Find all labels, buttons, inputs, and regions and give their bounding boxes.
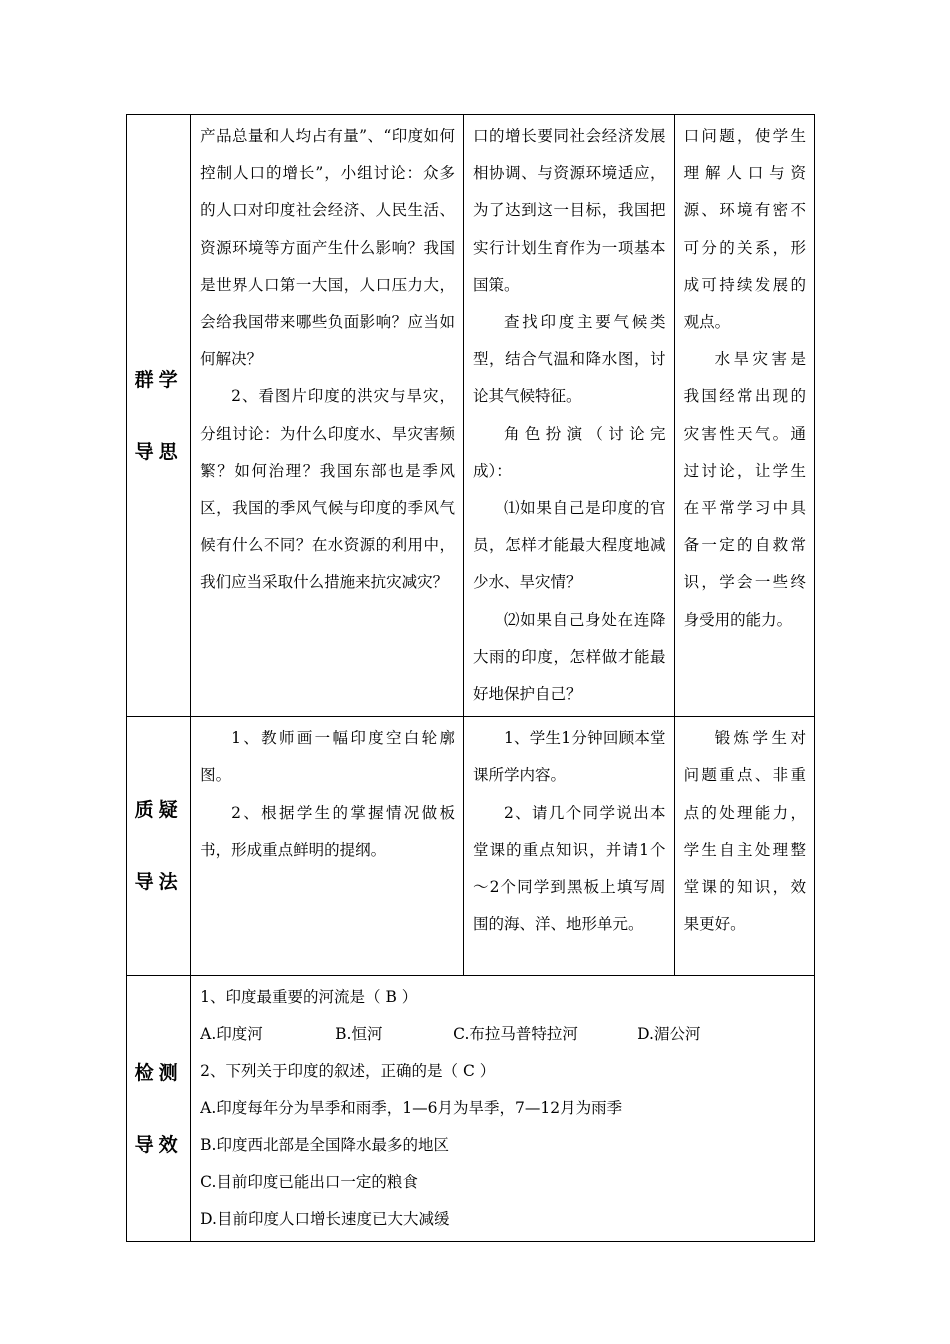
paragraph: 口的增长要同社会经济发展相协调、与资源环境适应，为了达到这一目标，我国把实行计划生育作为一项基本国策。 <box>472 127 666 294</box>
paragraph: ⑴如果自己是印度的官员，怎样才能最大程度地减少水、旱灾情？ <box>472 499 666 592</box>
paragraph: 查找印度主要气候类型，结合气温和降水图，讨论其气候特征。 <box>472 313 666 406</box>
row-heading-line: 导法 <box>134 871 183 894</box>
option: B.印度西北部是全国降水最多的地区 <box>200 1136 449 1155</box>
student-activity-cell <box>463 115 674 717</box>
row-heading-cell <box>127 717 191 976</box>
teacher-activity-cell <box>191 115 464 717</box>
design-intent-cell <box>674 717 814 976</box>
paragraph: 2、请几个同学说出本堂课的重点知识，并请1个～2个同学到黑板上填写周围的海、洋、地形单元。 <box>472 803 666 934</box>
paragraph: 水旱灾害是我国经常出现的灾害性天气。通过讨论，让学生在平常学习中具备一定的自救常识，学会一些终身受用的能力。 <box>683 350 806 629</box>
row-heading-cell <box>127 115 191 717</box>
design-intent-cell <box>674 115 814 717</box>
row-heading <box>127 774 190 918</box>
question-1-options <box>200 1016 806 1053</box>
question-2: 2、下列关于印度的叙述，正确的是（ C ） <box>200 1062 496 1081</box>
quiz-cell <box>191 976 815 1242</box>
row-heading-line: 检测 <box>134 1061 183 1084</box>
row-heading-line: 导效 <box>134 1133 183 1156</box>
option: B.恒河 <box>335 1025 383 1044</box>
table-row-group-study <box>127 115 815 717</box>
paragraph: ⑵如果自己身处在连降大雨的印度，怎样做才能最好地保护自己？ <box>472 610 666 704</box>
paragraph: 2、根据学生的掌握情况做板书，形成重点鲜明的提纲。 <box>200 803 455 859</box>
option: A.印度河 <box>200 1025 263 1044</box>
student-activity-cell <box>463 717 674 976</box>
lesson-plan-table <box>126 114 815 1242</box>
row-heading-cell <box>127 976 191 1242</box>
option: D.湄公河 <box>637 1025 701 1044</box>
table-row-question-method <box>127 717 815 976</box>
paragraph: 角色扮演（讨论完成）： <box>472 424 666 480</box>
row-heading-line: 质疑 <box>134 799 183 822</box>
option: A.印度每年分为旱季和雨季，1—6月为旱季，7—12月为雨季 <box>200 1099 623 1118</box>
row-heading <box>127 344 190 488</box>
teacher-activity-cell <box>191 717 464 976</box>
table-row-assessment <box>127 976 815 1242</box>
option: D.目前印度人口增长速度已大大减缓 <box>200 1210 450 1229</box>
paragraph: 锻炼学生对问题重点、非重点的处理能力，学生自主处理整堂课的知识，效果更好。 <box>683 729 806 934</box>
paragraph: 2、看图片印度的洪灾与旱灾，分组讨论：为什么印度水、旱灾害频繁？如何治理？我国东部也是季风区，我国的季风气候与印度的季风气候有什么不同？在水资源的利用中，我们应当采取什么措施来抗灾减灾？ <box>200 387 455 592</box>
paragraph: 口问题，使学生理解人口与资源、环境有密不可分的关系，形成可持续发展的观点。 <box>683 127 806 332</box>
row-heading-line: 群学 <box>134 368 183 391</box>
row-heading-line: 导思 <box>134 440 183 463</box>
paragraph: 1、学生1分钟回顾本堂课所学内容。 <box>472 729 666 785</box>
option: C.布拉马普特拉河 <box>453 1025 578 1044</box>
option: C.目前印度已能出口一定的粮食 <box>200 1173 418 1192</box>
row-heading <box>127 1037 190 1181</box>
question-1: 1、印度最重要的河流是（ B ） <box>200 988 418 1007</box>
paragraph: 产品总量和人均占有量”、“印度如何控制人口的增长”，小组讨论：众多的人口对印度社会经济、人民生活、资源环境等方面产生什么影响？我国是世界人口第一大国，人口压力大，会给我国带来哪些负面影响？应当如何解决？ <box>200 127 455 369</box>
paragraph: 1、教师画一幅印度空白轮廓图。 <box>200 729 455 785</box>
